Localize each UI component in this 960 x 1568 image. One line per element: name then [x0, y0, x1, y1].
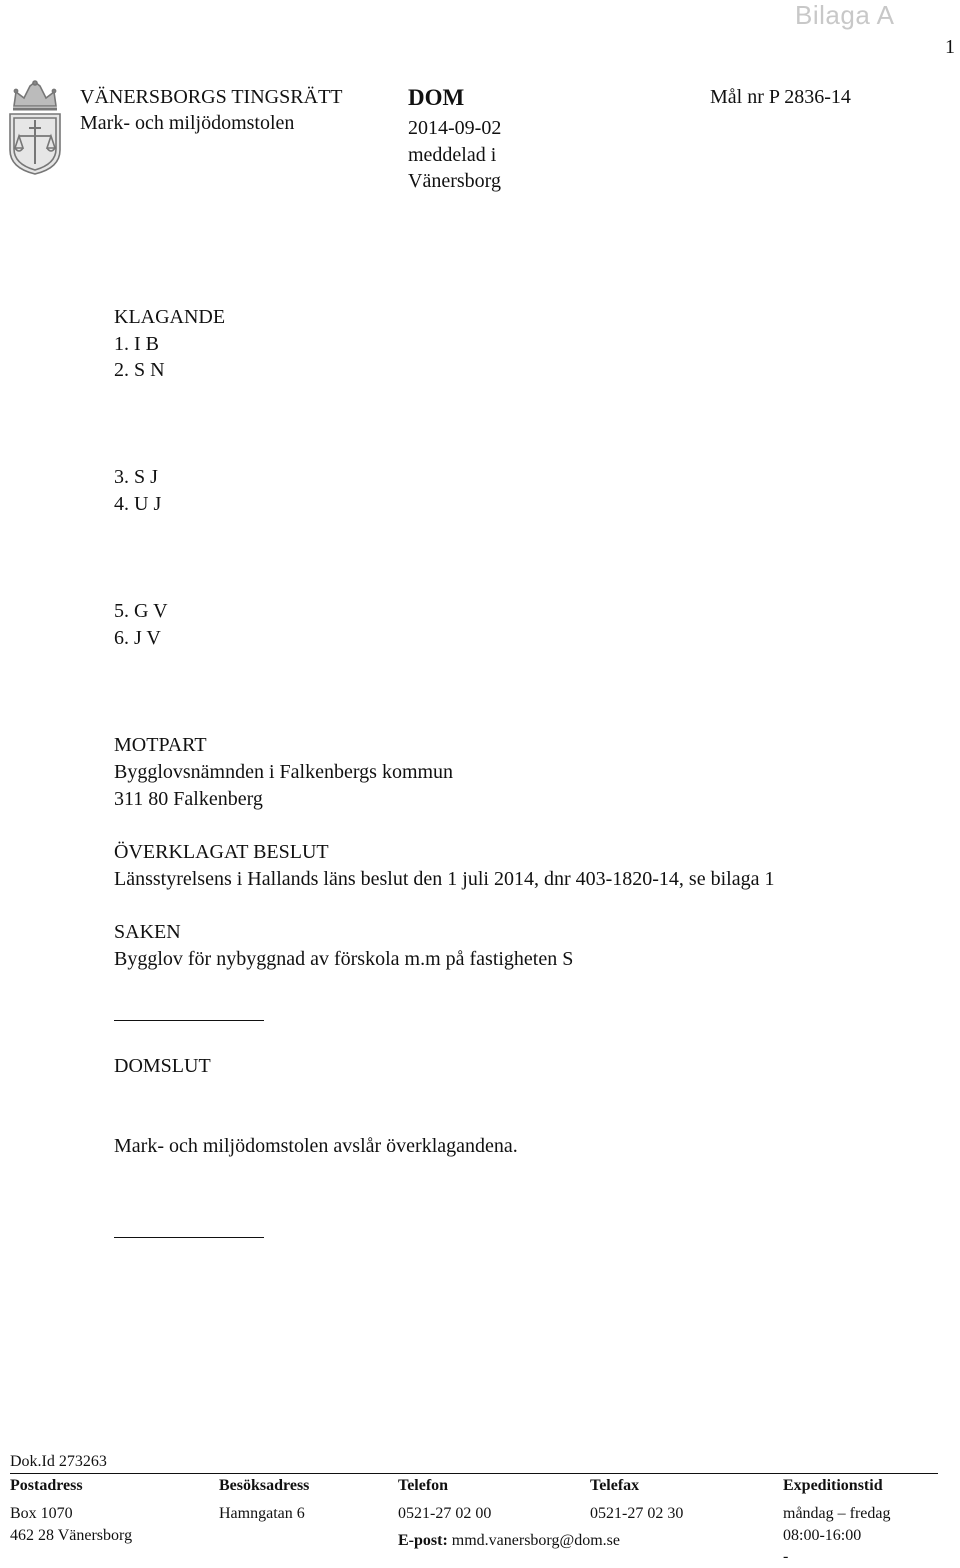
- footer-fax-line: 0521-27 02 30: [590, 1505, 684, 1522]
- footer-email-label: E-post:: [398, 1532, 448, 1549]
- appellant-item: 4. U J: [114, 493, 162, 515]
- appellants-heading: KLAGANDE: [114, 306, 226, 328]
- document-date: 2014-09-02: [408, 117, 502, 139]
- divider-line: [114, 1237, 264, 1238]
- document-id: Dok.Id 273263: [10, 1453, 107, 1470]
- footer-col-header-postal: Postadress: [10, 1477, 83, 1494]
- matter-text: Bygglov för nybyggnad av förskola m.m på fastigheten S: [114, 948, 574, 970]
- watermark-bilaga: Bilaga A: [795, 0, 895, 30]
- opponent-line: Bygglovsnämnden i Falkenbergs kommun: [114, 761, 454, 783]
- issued-place: Vänersborg: [408, 170, 501, 192]
- footer-col-header-phone: Telefon: [398, 1477, 449, 1494]
- appealed-decision-heading: ÖVERKLAGAT BESLUT: [114, 841, 329, 863]
- opponent-heading: MOTPART: [114, 734, 207, 756]
- footer-col-header-visit: Besöksadress: [219, 1477, 310, 1494]
- footer-phone-line: 0521-27 02 00: [398, 1505, 492, 1522]
- matter-heading: SAKEN: [114, 921, 181, 943]
- case-number: Mål nr P 2836-14: [710, 86, 851, 108]
- footer-col-header-hours: Expeditionstid: [783, 1477, 883, 1494]
- document-type: DOM: [408, 85, 465, 110]
- ruling-text: Mark- och miljödomstolen avslår överklagandena.: [114, 1135, 518, 1157]
- appellant-item: 2. S N: [114, 359, 165, 381]
- footer-email[interactable]: [398, 1530, 620, 1552]
- court-name: VÄNERSBORGS TINGSRÄTT: [80, 86, 343, 108]
- footer-visit-line: Hamngatan 6: [219, 1505, 305, 1522]
- footer-col-header-fax: Telefax: [590, 1477, 640, 1494]
- appellant-item: 3. S J: [114, 466, 158, 488]
- footer-hours-line: 08:00-16:00: [783, 1527, 862, 1544]
- ruling-heading: DOMSLUT: [114, 1055, 211, 1077]
- appealed-decision-text: Länsstyrelsens i Hallands läns beslut den 1 juli 2014, dnr 403-1820-14, se bilaga 1: [114, 868, 775, 890]
- page-number: 1: [945, 36, 955, 58]
- divider-line: [114, 1020, 264, 1021]
- footer-trailing-dash: -: [783, 1548, 789, 1565]
- court-division: Mark- och miljödomstolen: [80, 112, 295, 134]
- appellant-item: 1. I B: [114, 333, 159, 355]
- footer-email-address[interactable]: mmd.vanersborg@dom.se: [451, 1532, 620, 1549]
- footer-postal-line: 462 28 Vänersborg: [10, 1527, 133, 1544]
- footer-rule: [10, 1473, 938, 1474]
- issued-label: meddelad i: [408, 144, 497, 166]
- footer-postal-line: Box 1070: [10, 1505, 73, 1522]
- appellant-item: 5. G V: [114, 600, 168, 622]
- coat-of-arms-logo: [4, 80, 66, 176]
- appellant-item: 6. J V: [114, 627, 161, 649]
- opponent-line: 311 80 Falkenberg: [114, 788, 263, 810]
- footer-hours-line: måndag – fredag: [783, 1505, 891, 1522]
